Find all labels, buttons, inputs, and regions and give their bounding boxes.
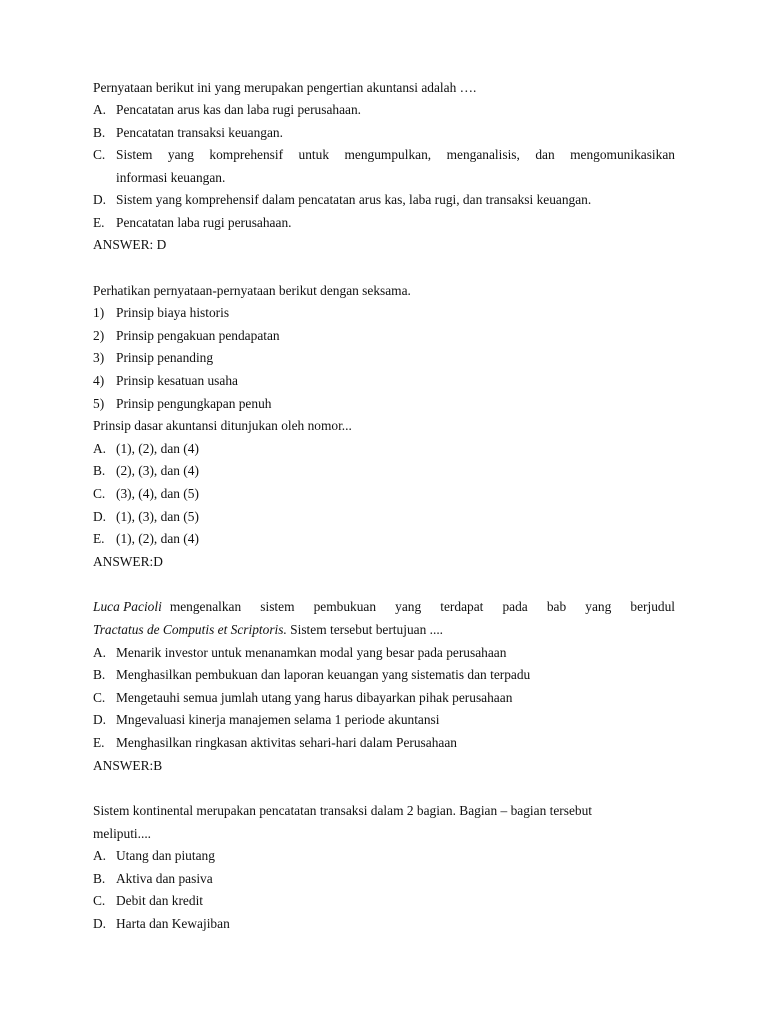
option-text: Pencatatan laba rugi perusahaan. <box>116 215 292 230</box>
option-text: Pencatatan arus kas dan laba rugi perusahaan. <box>116 102 362 117</box>
option-label: B. <box>93 125 106 140</box>
q2-option-b <box>93 463 199 479</box>
statement-text: Prinsip kesatuan usaha <box>116 373 238 388</box>
option-text: (1), (2), dan (4) <box>116 531 199 546</box>
q3-option-d <box>93 712 440 728</box>
q3-stem-text: mengenalkan sistem pembukuan yang terdapat pada bab yang berjudul <box>169 599 675 614</box>
option-label: C. <box>93 893 106 908</box>
option-text: (1), (2), dan (4) <box>116 441 199 456</box>
option-text: Sistem yang komprehensif untuk mengumpulkan, menganalisis, dan mengomunikasikan <box>116 147 675 162</box>
q2-stem: Prinsip dasar akuntansi ditunjukan oleh nomor... <box>93 418 352 433</box>
option-text: Mengetauhi semua jumlah utang yang harus dibayarkan pihak perusahaan <box>116 690 513 705</box>
q3-author-name: Luca Pacioli <box>93 599 162 614</box>
statement-label: 4) <box>93 373 105 388</box>
q2-option-c <box>93 486 199 502</box>
option-text: Menghasilkan ringkasan aktivitas sehari-hari dalam Perusahaan <box>116 735 457 750</box>
option-label: D. <box>93 192 107 207</box>
statement-text: Prinsip penanding <box>116 350 214 365</box>
option-label: B. <box>93 463 106 478</box>
q2-statement-4 <box>93 373 238 389</box>
q4-stem-line2: meliputi.... <box>93 826 152 841</box>
option-text: Harta dan Kewajiban <box>116 916 230 931</box>
q1-answer: ANSWER: D <box>93 237 167 252</box>
option-text: (3), (4), dan (5) <box>116 486 199 501</box>
option-text: Utang dan piutang <box>116 848 215 863</box>
option-text: Menarik investor untuk menanamkan modal yang besar pada perusahaan <box>116 645 507 660</box>
q4-stem-line1: Sistem kontinental merupakan pencatatan transaksi dalam 2 bagian. Bagian – bagian tersebut <box>93 803 593 818</box>
statement-label: 2) <box>93 328 105 343</box>
q3-stem-line1 <box>93 599 675 615</box>
option-label: D. <box>93 509 107 524</box>
option-text: Debit dan kredit <box>116 893 204 908</box>
q2-option-d <box>93 509 199 525</box>
statement-label: 1) <box>93 305 105 320</box>
q2-intro: Perhatikan pernyataan-pernyataan berikut dengan seksama. <box>93 283 411 298</box>
q3-option-e <box>93 735 457 751</box>
option-label: C. <box>93 486 106 501</box>
q2-option-a <box>93 441 199 457</box>
q1-option-c <box>93 147 675 163</box>
q3-answer: ANSWER:B <box>93 758 163 773</box>
option-label: E. <box>93 215 105 230</box>
q1-option-e <box>93 215 291 231</box>
q2-statement-3 <box>93 350 213 366</box>
q3-book-title: Tractatus de Computis et Scriptoris. <box>93 622 287 637</box>
option-text: Pencatatan transaksi keuangan. <box>116 125 283 140</box>
q4-option-c <box>93 893 203 909</box>
option-label: E. <box>93 531 105 546</box>
q3-stem-text-2: Sistem tersebut bertujuan .... <box>290 622 444 637</box>
option-label: A. <box>93 441 107 456</box>
statement-label: 5) <box>93 396 105 411</box>
q2-statement-1 <box>93 305 229 321</box>
option-label: C. <box>93 147 106 162</box>
q3-stem-line2 <box>93 622 443 638</box>
option-label: D. <box>93 916 107 931</box>
q1-option-c-cont: informasi keuangan. <box>116 170 226 185</box>
statement-label: 3) <box>93 350 105 365</box>
option-text: Aktiva dan pasiva <box>116 871 213 886</box>
q2-answer: ANSWER:D <box>93 554 163 569</box>
statement-text: Prinsip pengakuan pendapatan <box>116 328 280 343</box>
q2-option-e <box>93 531 199 547</box>
option-text: (2), (3), dan (4) <box>116 463 199 478</box>
q4-option-b <box>93 871 213 887</box>
q1-stem: Pernyataan berikut ini yang merupakan pengertian akuntansi adalah …. <box>93 80 477 95</box>
q1-option-d <box>93 192 591 208</box>
option-label: A. <box>93 848 107 863</box>
option-text: Mngevaluasi kinerja manajemen selama 1 periode akuntansi <box>116 712 440 727</box>
q3-option-c <box>93 690 512 706</box>
option-label: B. <box>93 667 106 682</box>
q3-option-a <box>93 645 506 661</box>
option-label: B. <box>93 871 106 886</box>
option-label: A. <box>93 102 107 117</box>
option-label: C. <box>93 690 106 705</box>
q3-option-b <box>93 667 530 683</box>
option-label: A. <box>93 645 107 660</box>
q4-option-d <box>93 916 230 932</box>
statement-text: Prinsip pengungkapan penuh <box>116 396 272 411</box>
option-text: Sistem yang komprehensif dalam pencatatan arus kas, laba rugi, dan transaksi keuangan. <box>116 192 592 207</box>
q4-option-a <box>93 848 215 864</box>
option-label: E. <box>93 735 105 750</box>
q1-option-b <box>93 125 283 141</box>
option-text: Menghasilkan pembukuan dan laporan keuangan yang sistematis dan terpadu <box>116 667 531 682</box>
option-text: (1), (3), dan (5) <box>116 509 199 524</box>
statement-text: Prinsip biaya historis <box>116 305 230 320</box>
option-label: D. <box>93 712 107 727</box>
q2-statement-2 <box>93 328 280 344</box>
q2-statement-5 <box>93 396 271 412</box>
q1-option-a <box>93 102 361 118</box>
